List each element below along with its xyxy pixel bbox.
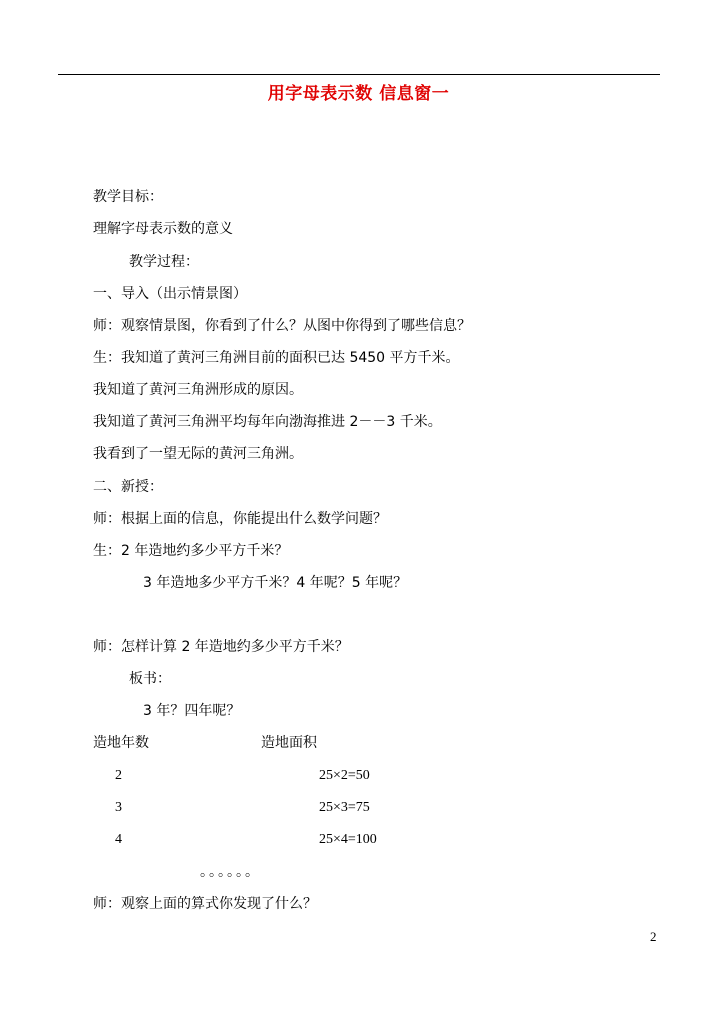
table-header-area: 造地面积 — [261, 735, 317, 751]
table-cell-formula: 25×3=75 — [319, 800, 370, 815]
text-line: 我看到了一望无际的黄河三角洲。 — [93, 446, 303, 462]
text-line: 我知道了黄河三角洲平均每年向渤海推进 2－－3 千米。 — [93, 414, 442, 430]
table-cell-year: 3 — [115, 800, 122, 815]
page-number: 2 — [650, 929, 657, 944]
table-cell-year: 2 — [115, 768, 122, 783]
text-line: 板书： — [129, 671, 171, 687]
text-line: 二、新授： — [93, 479, 163, 495]
text-line: 理解字母表示数的意义 — [93, 221, 233, 237]
text-line: 教学目标： — [93, 189, 163, 205]
text-line: 师：观察情景图，你看到了什么？从图中你得到了哪些信息？ — [93, 318, 471, 334]
document-title: 用字母表示数 信息窗一 — [267, 84, 450, 104]
text-line: 师：观察上面的算式你发现了什么？ — [93, 896, 317, 912]
text-line: 一、导入（出示情景图） — [93, 286, 247, 302]
text-line: 我知道了黄河三角洲形成的原因。 — [93, 382, 303, 398]
table-cell-formula: 25×4=100 — [319, 832, 377, 847]
table-cell-year: 4 — [115, 832, 122, 847]
text-line: 生：2 年造地约多少平方千米？ — [93, 543, 289, 559]
ellipsis-marks: 。。。。。。 — [200, 864, 261, 880]
text-line: 师：怎样计算 2 年造地约多少平方千米？ — [93, 639, 349, 655]
text-line: 教学过程： — [129, 254, 199, 270]
text-line: 3 年？四年呢？ — [143, 703, 241, 719]
text-line: 师：根据上面的信息，你能提出什么数学问题？ — [93, 511, 387, 527]
header-rule — [58, 74, 660, 75]
text-line: 生：我知道了黄河三角洲目前的面积已达 5450 平方千米。 — [93, 350, 460, 366]
text-line: 3 年造地多少平方千米？4 年呢？5 年呢？ — [143, 575, 408, 591]
table-cell-formula: 25×2=50 — [319, 768, 370, 783]
table-header-years: 造地年数 — [93, 735, 149, 751]
